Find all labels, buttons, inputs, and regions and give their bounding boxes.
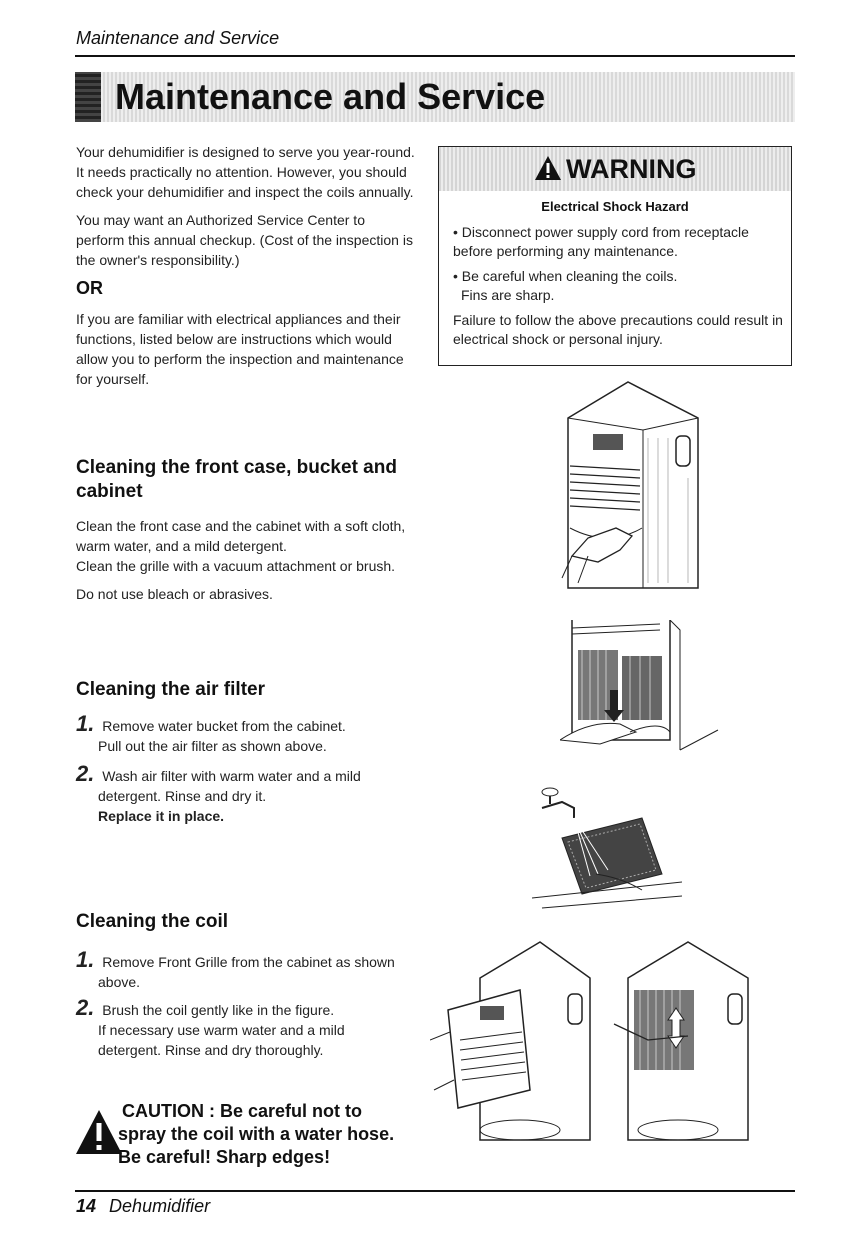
intro-text xyxy=(76,142,416,397)
front-case-text xyxy=(76,516,411,612)
filter-washing-illustration xyxy=(532,778,682,918)
front-case-paragraph: Do not use bleach or abrasives. xyxy=(76,586,273,602)
warning-box xyxy=(438,146,792,366)
header-rule xyxy=(75,55,795,57)
front-case-paragraph: Clean the grille with a vacuum attachment or brush. xyxy=(76,558,396,574)
air-filter-steps xyxy=(76,711,406,826)
step-text: Remove Front Grille from the cabinet as shown above. xyxy=(98,954,395,990)
intro-paragraph: If you are familiar with electrical appliances and their functions, listed below are instructions which would allow you to perform the inspection and maintenance for yourself. xyxy=(76,311,404,387)
warning-bullet: • Be careful when cleaning the coils. xyxy=(453,268,678,284)
warning-body xyxy=(453,223,783,355)
section-heading: Cleaning the front case, bucket and cabinet xyxy=(76,457,397,502)
section-banner xyxy=(75,72,795,122)
dehumidifier-cleaning-illustration xyxy=(548,378,708,600)
intro-paragraph: You may want an Authorized Service Center to perform this annual checkup. (Cost of the inspection is the owner's responsibility.) xyxy=(76,212,413,268)
caution-line: CAUTION : Be careful not to xyxy=(122,1101,363,1121)
step-item xyxy=(76,947,411,992)
step-item xyxy=(76,995,411,1020)
warning-header xyxy=(439,147,791,191)
step-emphasis: Replace it in place. xyxy=(98,808,225,824)
product-name: Dehumidifier xyxy=(109,1196,211,1216)
step-text: Brush the coil gently like in the figure. xyxy=(102,1002,335,1018)
banner-block xyxy=(75,72,101,122)
banner-title: Maintenance and Service xyxy=(115,76,546,117)
step-text: Remove water bucket from the cabinet. xyxy=(102,718,346,734)
intro-paragraph: Your dehumidifier is designed to serve you year-round. It needs practically no attention. However, you should check your dehumidifier and inspect the coils annually. xyxy=(76,144,415,200)
step-number: 1. xyxy=(76,947,95,972)
warning-subtitle: Electrical Shock Hazard xyxy=(541,199,689,214)
step-item xyxy=(76,711,406,736)
step-number: 2. xyxy=(76,761,95,786)
caution-triangle-icon xyxy=(74,1108,124,1156)
warning-footer: Failure to follow the above precautions could result in electrical shock or personal injury. xyxy=(453,312,783,347)
warning-bullet-cont: Fins are sharp. xyxy=(461,287,555,303)
running-header: Maintenance and Service xyxy=(76,28,280,48)
page-number: 14 xyxy=(76,1196,97,1216)
air-filter-removal-illustration xyxy=(560,620,720,760)
step-number: 1. xyxy=(76,711,95,736)
step-text: If necessary use warm water and a mild detergent. Rinse and dry thoroughly. xyxy=(98,1022,345,1058)
step-text: Pull out the air filter as shown above. xyxy=(98,738,327,754)
warning-bullet: • Disconnect power supply cord from receptacle before performing any maintenance. xyxy=(453,224,749,259)
step-text: Wash air filter with warm water and a mild detergent. Rinse and dry it. xyxy=(98,768,361,804)
step-number: 2. xyxy=(76,995,95,1020)
coil-steps xyxy=(76,947,411,1060)
front-case-paragraph: Clean the front case and the cabinet with a soft cloth, warm water, and a mild detergent. xyxy=(76,518,406,554)
or-label: OR xyxy=(76,278,103,298)
page-footer xyxy=(76,1196,210,1217)
front-grille-removal-illustration xyxy=(430,940,600,1152)
section-heading: Cleaning the coil xyxy=(76,911,229,932)
caution-text xyxy=(118,1100,422,1169)
coil-brushing-illustration xyxy=(608,940,778,1152)
warning-triangle-icon xyxy=(534,155,562,181)
section-heading: Cleaning the air filter xyxy=(76,679,265,700)
warning-title: WARNING xyxy=(565,154,697,184)
caution-line: spray the coil with a water hose. xyxy=(118,1124,395,1144)
footer-rule xyxy=(75,1190,795,1192)
step-item xyxy=(76,761,406,806)
caution-line: Be careful! Sharp edges! xyxy=(118,1147,331,1167)
